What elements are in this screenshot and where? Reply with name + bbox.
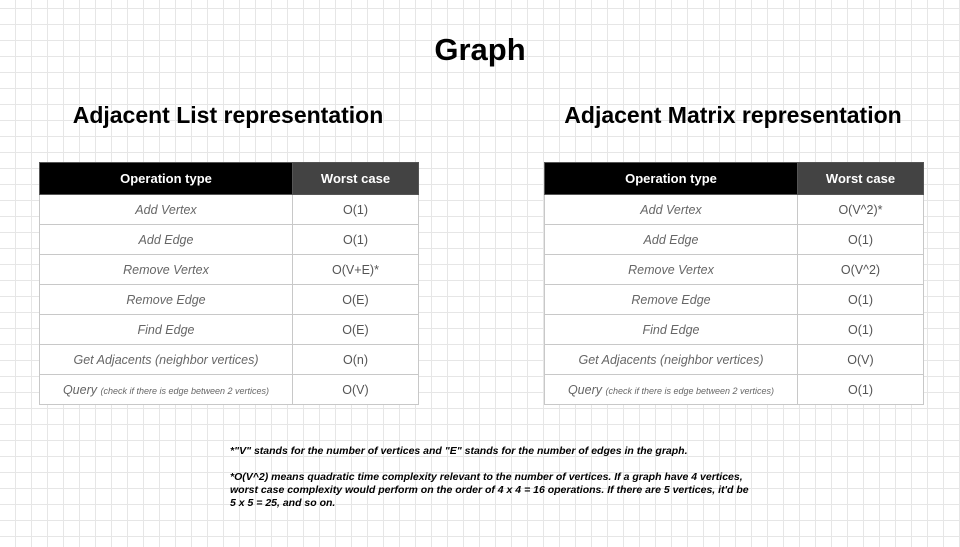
worst-case-cell: O(1): [798, 285, 924, 315]
table-row: [40, 225, 419, 255]
operation-label: Add Edge: [138, 232, 194, 247]
operation-cell: [545, 345, 798, 375]
operation-label: Get Adjacents (neighbor vertices): [73, 352, 259, 367]
operation-cell: [40, 285, 293, 315]
worst-case-cell: O(V): [798, 345, 924, 375]
operation-label: Find Edge: [137, 322, 195, 337]
table-row: [40, 195, 419, 225]
operation-cell: [545, 375, 798, 405]
worst-case-cell: O(E): [293, 285, 419, 315]
operation-cell: [545, 195, 798, 225]
worst-case-cell: O(E): [293, 315, 419, 345]
operation-label: Remove Vertex: [123, 262, 209, 277]
operation-cell: [545, 315, 798, 345]
operation-cell: [545, 285, 798, 315]
footnote-variables: *"V" stands for the number of vertices and "E" stands for the number of edges in the graph.: [230, 445, 688, 457]
table-header-row: [545, 163, 924, 195]
worst-case-cell: O(n): [293, 345, 419, 375]
page-title: Graph: [434, 32, 526, 67]
adjacent-list-title: Adjacent List representation: [72, 102, 384, 128]
header-worst-case: Worst case: [798, 163, 924, 195]
operation-label: Get Adjacents (neighbor vertices): [578, 352, 764, 367]
worst-case-cell: O(1): [293, 195, 419, 225]
table-row: [40, 375, 419, 405]
footnote-quadratic: *O(V^2) means quadratic time complexity relevant to the number of vertices. If a graph have 4 vertices, worst case complexity would perform on the order of 4 x 4 = 16 operations. If there are 5 vertices, it'd be 5 x 5 = 25, and so on.: [230, 471, 749, 509]
operation-cell: [40, 255, 293, 285]
table-row: [40, 285, 419, 315]
operation-note: (check if there is edge between 2 vertices): [100, 385, 270, 396]
worst-case-cell: O(1): [798, 315, 924, 345]
adjacent-list-table: [39, 162, 419, 405]
operation-label: Remove Edge: [631, 292, 711, 307]
operation-label: Add Vertex: [135, 202, 197, 217]
table-row: [545, 285, 924, 315]
operation-cell: [40, 315, 293, 345]
adjacent-matrix-title: Adjacent Matrix representation: [564, 102, 902, 128]
header-operation-type: Operation type: [40, 163, 293, 195]
operation-cell: [545, 255, 798, 285]
table-row: [545, 255, 924, 285]
adjacent-matrix-table: [544, 162, 924, 405]
operation-cell: [40, 345, 293, 375]
worst-case-cell: O(V+E)*: [293, 255, 419, 285]
operation-cell: [545, 225, 798, 255]
operation-label: Find Edge: [642, 322, 700, 337]
operation-label: Remove Vertex: [628, 262, 714, 277]
worst-case-cell: O(V^2): [798, 255, 924, 285]
operation-label: Query: [62, 382, 101, 397]
worst-case-cell: O(1): [293, 225, 419, 255]
operation-cell: [40, 375, 293, 405]
table-row: [40, 315, 419, 345]
worst-case-cell: O(1): [798, 225, 924, 255]
header-worst-case: Worst case: [293, 163, 419, 195]
operation-label: Add Edge: [643, 232, 699, 247]
operation-label: Add Vertex: [640, 202, 702, 217]
worst-case-cell: O(1): [798, 375, 924, 405]
table-row: [545, 345, 924, 375]
table-header-row: [40, 163, 419, 195]
operation-cell: [40, 195, 293, 225]
worst-case-cell: O(V^2)*: [798, 195, 924, 225]
table-row: [545, 195, 924, 225]
table-row: [545, 375, 924, 405]
header-operation-type: Operation type: [545, 163, 798, 195]
operation-label: Remove Edge: [126, 292, 206, 307]
table-row: [40, 345, 419, 375]
operation-cell: [40, 225, 293, 255]
operation-label: Query: [567, 382, 606, 397]
table-row: [545, 315, 924, 345]
table-row: [40, 255, 419, 285]
footnotes: [230, 445, 750, 510]
table-row: [545, 225, 924, 255]
worst-case-cell: O(V): [293, 375, 419, 405]
operation-note: (check if there is edge between 2 vertices): [605, 385, 775, 396]
